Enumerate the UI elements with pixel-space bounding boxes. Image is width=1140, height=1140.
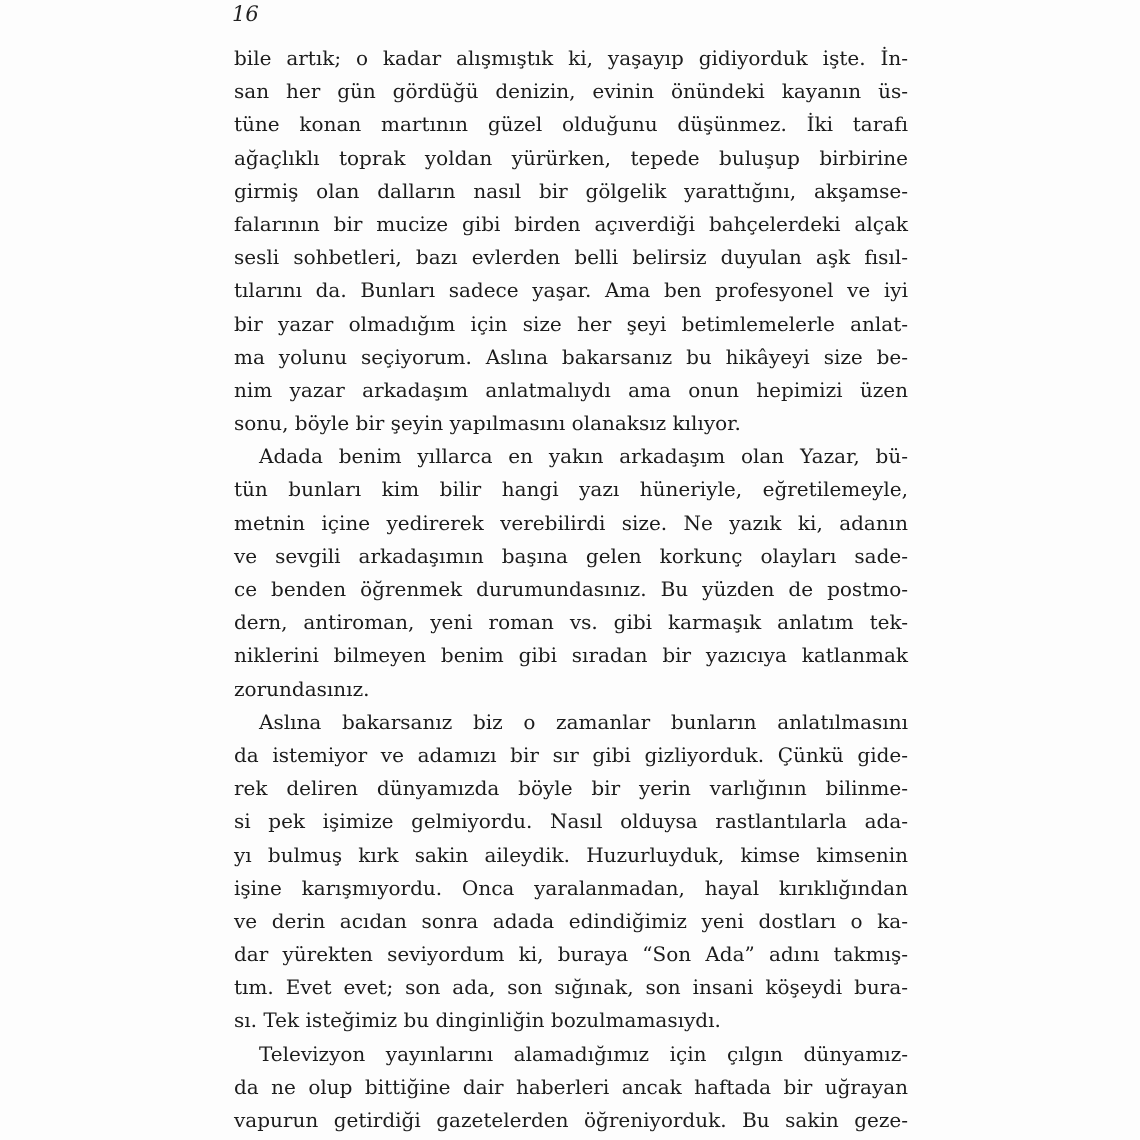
paragraph — [234, 42, 908, 440]
text-line: girmiş olan dalların nasıl bir gölgelik yarattığını, akşamse- — [234, 178, 908, 203]
text-line: ve sevgili arkadaşımın başına gelen korkunç olayları sade- — [234, 543, 908, 568]
paragraph — [234, 1038, 908, 1138]
text-line: tüne konan martının güzel olduğunu düşünmez. İki tarafı — [234, 112, 908, 137]
text-column — [234, 42, 908, 1137]
text-line: bir yazar olmadığım için size her şeyi betimlemelerle anlat- — [234, 311, 908, 336]
text-line: Televizyon yayınlarını alamadığımız için çılgın dünyamız- — [259, 1041, 908, 1066]
text-line: rek deliren dünyamızda böyle bir yerin varlığının bilinme- — [234, 776, 908, 801]
text-line: sonu, böyle bir şeyin yapılmasını olanaksız kılıyor. — [234, 411, 741, 436]
text-line: işine karışmıyordu. Onca yaralanmadan, hayal kırıklığından — [234, 875, 908, 900]
text-line: dar yürekten seviyordum ki, buraya “Son Ada” adını takmış- — [234, 942, 908, 967]
text-line: ma yolunu seçiyorum. Aslına bakarsanız bu hikâyeyi size be- — [234, 344, 908, 369]
text-line: ce benden öğrenmek durumundasınız. Bu yüzden de postmo- — [234, 577, 908, 601]
text-line: Aslına bakarsanız biz o zamanlar bunların anlatılmasını — [259, 709, 908, 734]
text-line: dern, antiroman, yeni roman vs. gibi karmaşık anlatım tek- — [234, 610, 908, 635]
paragraph — [234, 706, 908, 1038]
text-line: Adada benim yıllarca en yakın arkadaşım olan Yazar, bü- — [259, 444, 908, 469]
text-line: ağaçlıklı toprak yoldan yürürken, tepede buluşup birbirine — [234, 145, 908, 170]
text-line: sesli sohbetleri, bazı evlerden belli belirsiz duyulan aşk fısıl- — [234, 245, 908, 270]
text-line: falarının bir mucize gibi birden açıverdiği bahçelerdeki alçak — [234, 211, 908, 236]
text-line: da ne olup bittiğine dair haberleri ancak haftada bir uğrayan — [234, 1074, 908, 1099]
text-line: tün bunları kim bilir hangi yazı hüneriyle, eğretilemeyle, — [234, 477, 908, 502]
text-line: vapurun getirdiği gazetelerden öğreniyorduk. Bu sakin geze- — [234, 1108, 908, 1132]
text-line: zorundasınız. — [234, 676, 370, 701]
text-line: niklerini bilmeyen benim gibi sıradan bir yazıcıya katlanmak — [234, 643, 908, 668]
page-number: 16 — [232, 2, 259, 26]
text-line: si pek işimize gelmiyordu. Nasıl olduysa rastlantılarla ada- — [234, 809, 908, 834]
text-line: ve derin acıdan sonra adada edindiğimiz yeni dostları o ka- — [234, 908, 908, 933]
paragraph — [234, 440, 908, 706]
text-line: nim yazar arkadaşım anlatmalıydı ama onun hepimizi üzen — [234, 377, 908, 402]
text-line: da istemiyor ve adamızı bir sır gibi gizliyorduk. Çünkü gide- — [234, 742, 908, 767]
text-line: tım. Evet evet; son ada, son sığınak, son insani köşeydi bura- — [234, 975, 908, 1000]
text-line: san her gün gördüğü denizin, evinin önündeki kayanın üs- — [234, 79, 908, 104]
text-line: metnin içine yedirerek verebilirdi size. Ne yazık ki, adanın — [234, 510, 908, 535]
text-line: bile artık; o kadar alışmıştık ki, yaşayıp gidiyorduk işte. İn- — [234, 46, 908, 70]
text-line: yı bulmuş kırk sakin aileydik. Huzurluyduk, kimse kimsenin — [234, 842, 908, 867]
text-line: sı. Tek isteğimiz bu dinginliğin bozulmamasıydı. — [234, 1008, 721, 1033]
text-line: tılarını da. Bunları sadece yaşar. Ama ben profesyonel ve iyi — [234, 278, 908, 303]
